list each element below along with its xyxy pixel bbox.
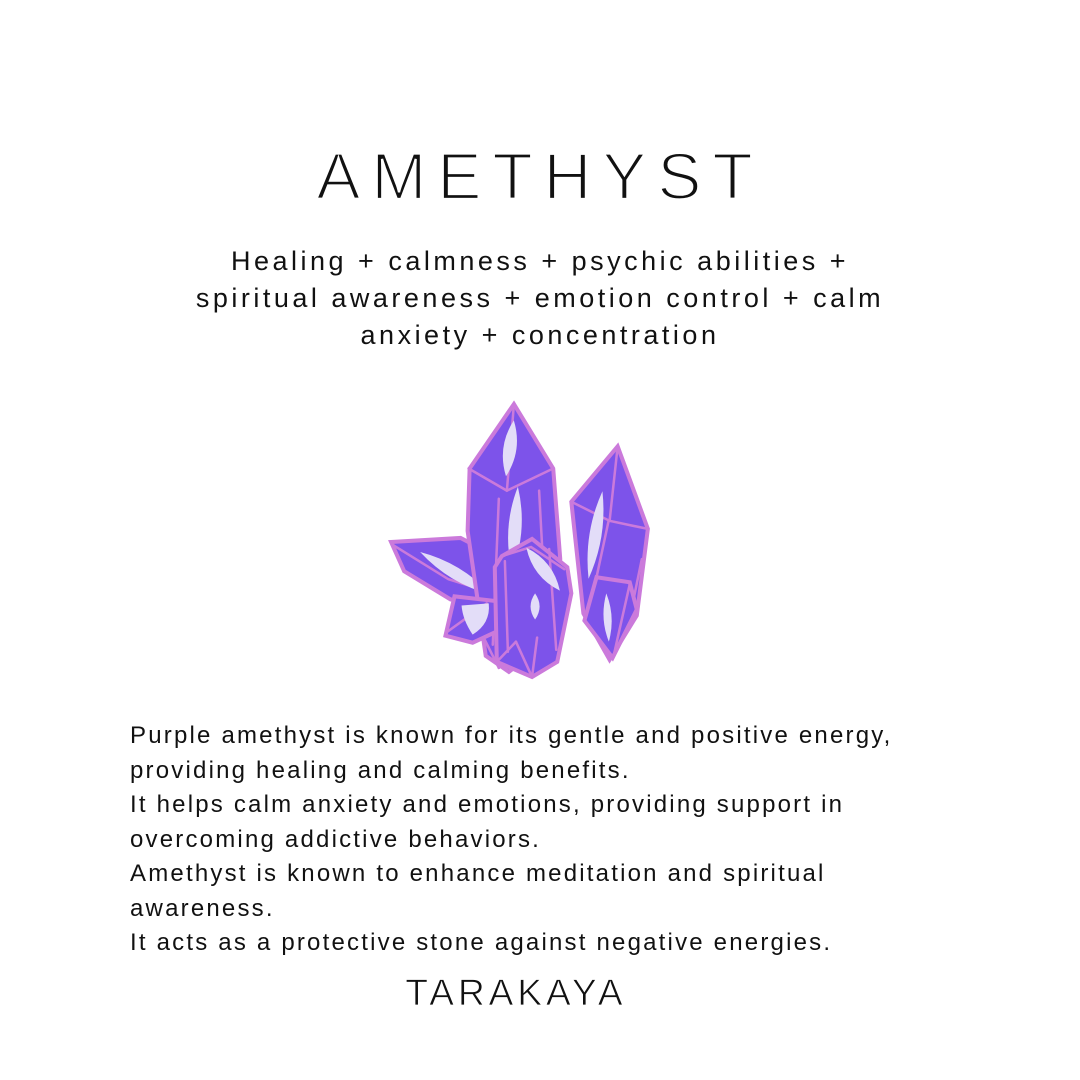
text-line: Healing + calmness + psychic abilities +	[231, 246, 849, 276]
amethyst-crystal-illustration	[388, 398, 660, 685]
crystal-bottom-right	[584, 577, 636, 658]
text-line: It acts as a protective stone against negative energies.	[130, 929, 833, 956]
text-line: Purple amethyst is known for its gentle and positive energy,	[130, 722, 893, 749]
text-line: overcoming addictive behaviors.	[130, 825, 542, 853]
text-line: Amethyst is known to enhance meditation and spiritual	[130, 860, 826, 887]
text-line: awareness.	[130, 894, 275, 922]
crystal-front-chunk	[495, 539, 572, 677]
poster-title: AMETHYST	[316, 139, 764, 213]
description	[130, 719, 893, 961]
text-line: spiritual awareness + emotion control + calm	[195, 283, 885, 313]
text-line: It helps calm anxiety and emotions, providing support in	[130, 791, 845, 818]
subtitle-keywords	[0, 243, 1080, 354]
brand-name: TARAKAYA	[405, 972, 627, 1013]
text-line: providing healing and calming benefits.	[130, 756, 631, 784]
text-line: anxiety + concentration	[360, 320, 720, 350]
